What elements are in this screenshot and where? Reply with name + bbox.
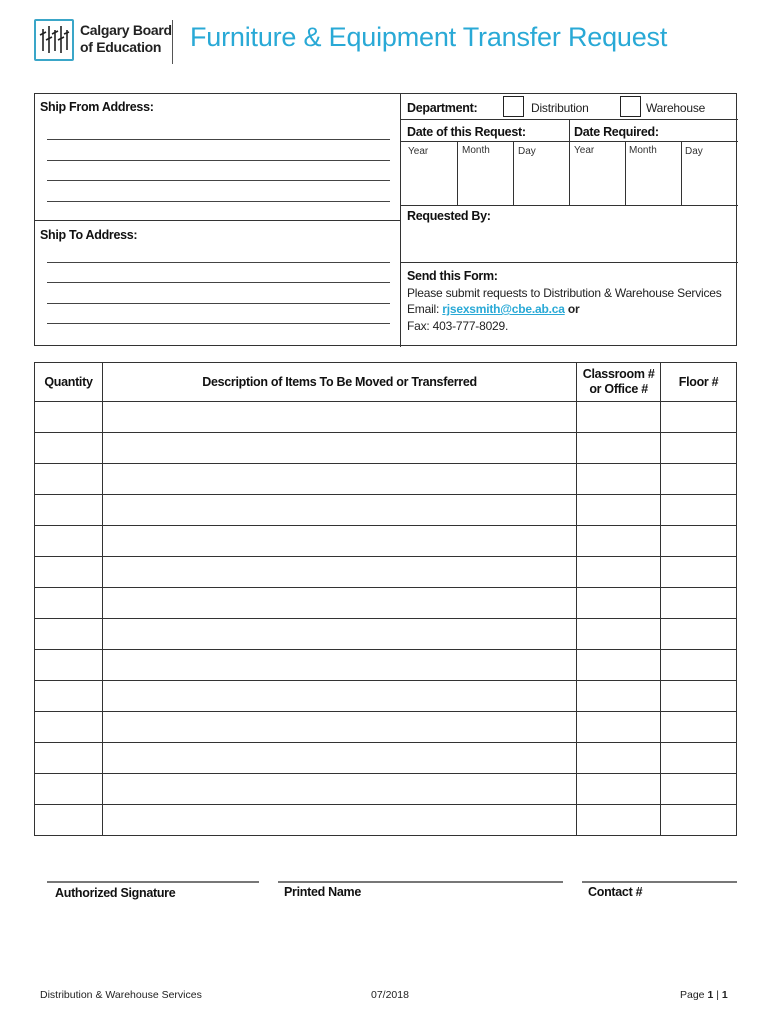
page-separator: | xyxy=(716,989,719,1001)
requested-by-label: Requested By: xyxy=(407,209,491,223)
printed-name-label: Printed Name xyxy=(284,885,361,899)
description-cell[interactable] xyxy=(102,619,576,650)
quantity-cell[interactable] xyxy=(35,464,103,495)
classroom-cell[interactable] xyxy=(577,526,661,557)
table-row xyxy=(35,433,737,464)
required-month-field[interactable] xyxy=(625,158,681,203)
authorized-signature-label: Authorized Signature xyxy=(55,886,176,900)
send-form-label: Send this Form: xyxy=(407,269,498,283)
required-day-label: Day xyxy=(685,146,703,157)
page-prefix: Page xyxy=(680,989,705,1001)
email-prefix: Email: xyxy=(407,302,440,316)
logo-line-1: Calgary Board xyxy=(80,22,172,38)
table-row xyxy=(35,588,737,619)
description-cell[interactable] xyxy=(102,588,576,619)
description-cell[interactable] xyxy=(102,526,576,557)
logo-text xyxy=(80,22,172,56)
table-row xyxy=(35,526,737,557)
floor-cell[interactable] xyxy=(661,464,737,495)
request-day-label: Day xyxy=(518,146,536,157)
authorized-signature-line[interactable] xyxy=(47,881,259,883)
logo-line-2: of Education xyxy=(80,39,162,55)
ship-from-line-4[interactable] xyxy=(47,201,390,202)
page-total: 1 xyxy=(721,989,728,1001)
page-current: 1 xyxy=(707,989,714,1001)
floor-header: Floor # xyxy=(661,363,737,402)
request-day-field[interactable] xyxy=(513,158,569,203)
footer-date: 07/2018 xyxy=(371,989,409,1001)
fax-number: Fax: 403-777-8029. xyxy=(407,319,509,333)
contact-line[interactable] xyxy=(582,881,737,883)
floor-cell[interactable] xyxy=(661,650,737,681)
table-row xyxy=(35,712,737,743)
email-link[interactable]: rjsexsmith@cbe.ab.ca xyxy=(442,302,565,316)
description-cell[interactable] xyxy=(102,805,576,836)
quantity-cell[interactable] xyxy=(35,588,103,619)
classroom-cell[interactable] xyxy=(577,557,661,588)
classroom-cell[interactable] xyxy=(577,650,661,681)
contact-label: Contact # xyxy=(588,885,643,899)
header-divider xyxy=(172,20,173,64)
description-cell[interactable] xyxy=(102,557,576,588)
floor-cell[interactable] xyxy=(661,712,737,743)
table-row xyxy=(35,650,737,681)
classroom-header-line-1: Classroom # xyxy=(582,367,655,381)
floor-cell[interactable] xyxy=(661,681,737,712)
quantity-cell[interactable] xyxy=(35,495,103,526)
items-table xyxy=(34,362,737,836)
classroom-cell[interactable] xyxy=(577,712,661,743)
table-row xyxy=(35,805,737,836)
description-cell[interactable] xyxy=(102,464,576,495)
table-row xyxy=(35,774,737,805)
printed-name-line[interactable] xyxy=(278,881,563,883)
quantity-cell[interactable] xyxy=(35,433,103,464)
classroom-cell[interactable] xyxy=(577,495,661,526)
classroom-cell[interactable] xyxy=(577,681,661,712)
quantity-cell[interactable] xyxy=(35,743,103,774)
quantity-cell[interactable] xyxy=(35,712,103,743)
classroom-cell[interactable] xyxy=(577,588,661,619)
classroom-cell[interactable] xyxy=(577,774,661,805)
distribution-option-label: Distribution xyxy=(531,101,589,115)
table-row xyxy=(35,681,737,712)
warehouse-checkbox[interactable] xyxy=(620,96,641,117)
description-cell[interactable] xyxy=(102,712,576,743)
items-table-header xyxy=(35,363,737,402)
description-cell[interactable] xyxy=(102,495,576,526)
floor-cell[interactable] xyxy=(661,619,737,650)
ship-to-line-2[interactable] xyxy=(47,282,390,283)
required-day-field[interactable] xyxy=(681,158,736,203)
classroom-cell[interactable] xyxy=(577,743,661,774)
floor-cell[interactable] xyxy=(661,588,737,619)
floor-cell[interactable] xyxy=(661,743,737,774)
table-row xyxy=(35,557,737,588)
cbe-logo-icon xyxy=(34,19,74,61)
quantity-header: Quantity xyxy=(35,363,103,402)
page-title: Furniture & Equipment Transfer Request xyxy=(190,22,668,52)
ship-from-line-3[interactable] xyxy=(47,180,390,181)
ship-to-line-3[interactable] xyxy=(47,303,390,304)
items-table-body xyxy=(35,402,737,836)
classroom-cell[interactable] xyxy=(577,464,661,495)
description-cell[interactable] xyxy=(102,743,576,774)
footer-department: Distribution & Warehouse Services xyxy=(40,989,202,1001)
distribution-checkbox[interactable] xyxy=(503,96,524,117)
required-month-label: Month xyxy=(629,145,657,156)
warehouse-option-label: Warehouse xyxy=(646,101,706,115)
ship-from-label: Ship From Address: xyxy=(40,100,154,114)
floor-cell[interactable] xyxy=(661,433,737,464)
description-cell[interactable] xyxy=(102,650,576,681)
description-header: Description of Items To Be Moved or Transferred xyxy=(102,363,576,402)
ship-to-label: Ship To Address: xyxy=(40,228,138,242)
quantity-cell[interactable] xyxy=(35,805,103,836)
quantity-cell[interactable] xyxy=(35,619,103,650)
request-year-label: Year xyxy=(408,146,429,157)
floor-cell[interactable] xyxy=(661,774,737,805)
table-row xyxy=(35,495,737,526)
quantity-cell[interactable] xyxy=(35,402,103,433)
table-row xyxy=(35,402,737,433)
description-cell[interactable] xyxy=(102,774,576,805)
classroom-cell[interactable] xyxy=(577,805,661,836)
department-label: Department: xyxy=(407,101,478,115)
classroom-cell[interactable] xyxy=(577,402,661,433)
send-instructions: Please submit requests to Distribution & Warehouse Services xyxy=(407,286,722,300)
ship-separator xyxy=(35,220,401,221)
required-year-field[interactable] xyxy=(569,158,625,203)
classroom-cell[interactable] xyxy=(577,433,661,464)
floor-cell[interactable] xyxy=(661,557,737,588)
quantity-cell[interactable] xyxy=(35,557,103,588)
table-row xyxy=(35,464,737,495)
floor-cell[interactable] xyxy=(661,402,737,433)
email-line xyxy=(407,302,579,316)
floor-cell[interactable] xyxy=(661,526,737,557)
request-year-field[interactable] xyxy=(401,158,457,203)
classroom-header-line-2: or Office # xyxy=(589,382,648,396)
floor-cell[interactable] xyxy=(661,495,737,526)
classroom-header xyxy=(577,363,661,402)
date-required-label: Date Required: xyxy=(574,125,659,139)
table-row xyxy=(35,743,737,774)
requested-by-field[interactable] xyxy=(401,228,736,260)
requested-by-rule xyxy=(401,262,738,263)
cbe-logo xyxy=(34,19,174,63)
ship-to-line-1[interactable] xyxy=(47,262,390,263)
ship-from-line-2[interactable] xyxy=(47,160,390,161)
quantity-cell[interactable] xyxy=(35,650,103,681)
request-month-field[interactable] xyxy=(457,158,513,203)
required-year-label: Year xyxy=(574,145,595,156)
table-row xyxy=(35,619,737,650)
date-grid-bottom-rule xyxy=(401,205,738,206)
ship-to-line-4[interactable] xyxy=(47,323,390,324)
date-of-request-label: Date of this Request: xyxy=(407,125,526,139)
email-suffix: or xyxy=(567,302,580,316)
quantity-cell[interactable] xyxy=(35,526,103,557)
quantity-cell[interactable] xyxy=(35,774,103,805)
ship-from-line-1[interactable] xyxy=(47,139,390,140)
description-cell[interactable] xyxy=(102,681,576,712)
quantity-cell[interactable] xyxy=(35,681,103,712)
classroom-cell[interactable] xyxy=(577,619,661,650)
description-cell[interactable] xyxy=(102,433,576,464)
request-month-label: Month xyxy=(462,145,490,156)
description-cell[interactable] xyxy=(102,402,576,433)
footer-page-number xyxy=(680,989,728,1001)
floor-cell[interactable] xyxy=(661,805,737,836)
